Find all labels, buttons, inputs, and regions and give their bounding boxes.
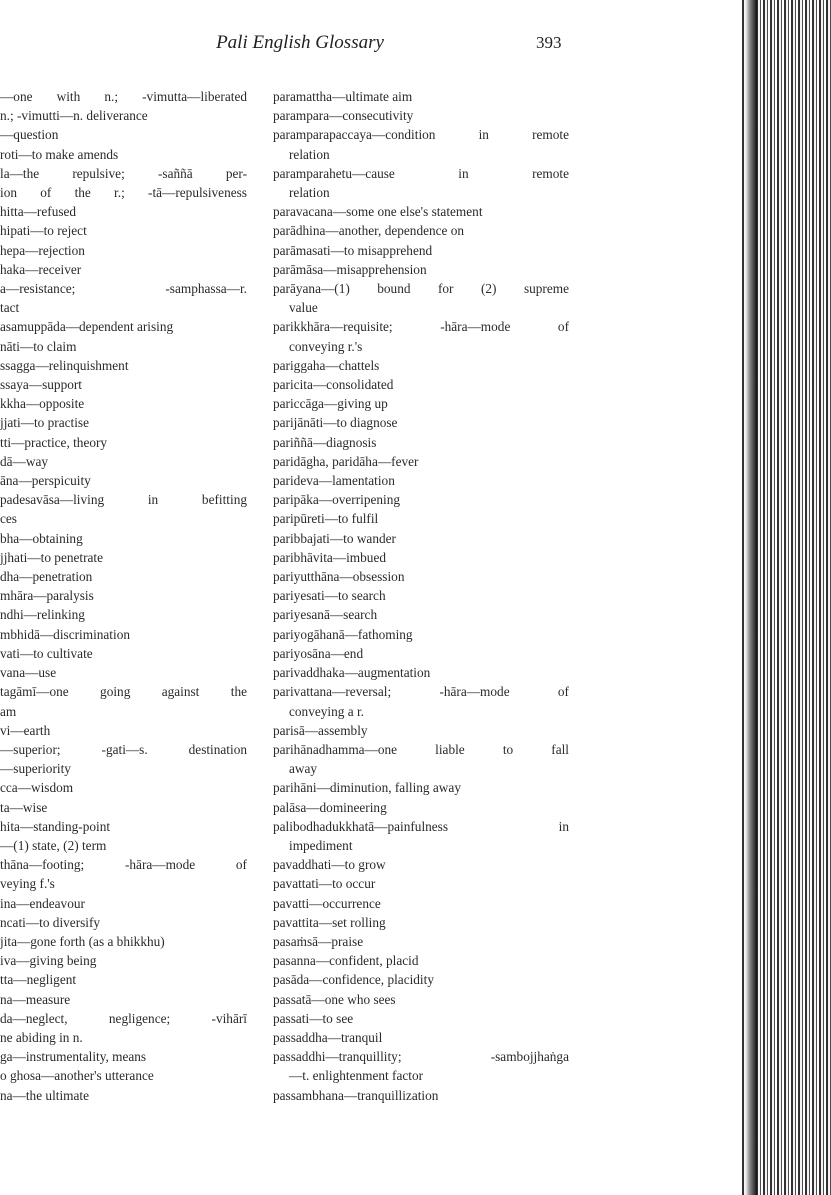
glossary-entry-left: thāna—footing; -hāra—mode of: [0, 857, 247, 873]
glossary-entry-left: iva—giving being: [0, 953, 97, 969]
glossary-entry-left: ga—instrumentality, means: [0, 1049, 147, 1065]
glossary-entry-left: vana—use: [0, 665, 57, 681]
glossary-entry-right: impediment: [289, 837, 353, 853]
running-header-title: Pali English Glossary: [216, 32, 384, 53]
glossary-entry-left: ion of the r.; -tā—repulsiveness: [0, 185, 247, 201]
glossary-entry-right: parihāni—diminution, falling away: [273, 780, 461, 796]
glossary-entry-left: tta—negligent: [0, 972, 77, 988]
glossary-entry-right: pavattati—to occur: [273, 876, 376, 892]
glossary-entry-left: na—measure: [0, 991, 71, 1007]
glossary-entry-left: ces: [0, 511, 17, 527]
glossary-entry-left: —one with n.; -vimutta—liberated: [0, 89, 247, 104]
glossary-entry-left: ne abiding in n.: [0, 1029, 83, 1045]
glossary-entry-left: vati—to cultivate: [0, 645, 93, 661]
glossary-entry-left: āna—perspicuity: [0, 473, 91, 489]
glossary-entry-right: pasāda—confidence, placidity: [273, 972, 434, 988]
glossary-entry-right: paramparapaccaya—condition in remote: [273, 127, 569, 143]
glossary-entry-left: jjati—to practise: [0, 415, 89, 431]
glossary-entry-right: conveying a r.: [289, 703, 364, 719]
glossary-entry-left: padesavāsa—living in befitting: [0, 492, 247, 508]
glossary-entry-left: —question: [0, 127, 59, 143]
glossary-entry-left: ina—endeavour: [0, 895, 85, 911]
glossary-entry-left: hepa—rejection: [0, 242, 85, 258]
glossary-entry-left: nāti—to claim: [0, 338, 77, 354]
glossary-entry-left: ndhi—relinking: [0, 607, 85, 623]
glossary-entry-right: palāsa—domineering: [273, 799, 387, 815]
glossary-entry-right: value: [289, 300, 318, 316]
glossary-entry-right: palibodhadukkhatā—painfulness in: [273, 818, 569, 834]
glossary-entry-right: passaddhi—tranquillity; -sambojjhaṅga: [273, 1049, 569, 1065]
glossary-entry-left: tagāmī—one going against the: [0, 684, 247, 700]
glossary-entry-right: pariggaha—chattels: [273, 357, 380, 373]
glossary-entry-right: parāyana—(1) bound for (2) supreme: [273, 281, 569, 297]
glossary-entry-left: la—the repulsive; -saññā per-: [0, 165, 247, 181]
glossary-entry-left: asamuppāda—dependent arising: [0, 319, 174, 335]
glossary-entry-right: parāmasati—to misapprehend: [273, 242, 433, 258]
glossary-entry-left: jjhati—to penetrate: [0, 549, 104, 565]
glossary-entry-left: ssaya—support: [0, 377, 82, 393]
glossary-entry-left: ta—wise: [0, 799, 48, 815]
glossary-entry-right: pariyutthāna—obsession: [273, 569, 405, 585]
glossary-entry-right: away: [289, 761, 318, 777]
glossary-entry-left: tti—practice, theory: [0, 434, 108, 450]
glossary-entry-right: parihānadhamma—one liable to fall: [273, 741, 569, 757]
glossary-entry-right: pariyesati—to search: [273, 588, 386, 604]
glossary-entry-left: n.; -vimutti—n. deliverance: [0, 108, 148, 124]
glossary-entry-right: parikkhāra—requisite; -hāra—mode of: [273, 319, 569, 335]
glossary-entry-left: haka—receiver: [0, 261, 82, 277]
glossary-entry-right: passaddha—tranquil: [273, 1029, 383, 1045]
glossary-entry-left: vi—earth: [0, 722, 51, 738]
glossary-entry-left: hitta—refused: [0, 204, 77, 220]
page-number: 393: [536, 33, 562, 52]
glossary-entry-right: pariccāga—giving up: [273, 396, 388, 412]
glossary-entry-right: paramparahetu—cause in remote: [273, 165, 569, 181]
glossary-entry-left: —(1) state, (2) term: [0, 837, 107, 853]
glossary-entry-right: parideva—lamentation: [273, 473, 395, 489]
glossary-entry-left: roti—to make amends: [0, 146, 119, 162]
glossary-entry-left: da—neglect, negligence; -vihārī: [0, 1010, 247, 1026]
glossary-entry-right: passati—to see: [273, 1010, 354, 1026]
glossary-entry-left: mbhidā—discrimination: [0, 626, 130, 642]
glossary-entry-left: —superior; -gati—s. destination: [0, 741, 247, 757]
book-gutter-shadow: [745, 0, 757, 1195]
glossary-entry-right: passatā—one who sees: [273, 991, 396, 1007]
glossary-entry-left: na—the ultimate: [0, 1087, 89, 1103]
glossary-entry-right: paravacana—some one else's statement: [273, 204, 483, 220]
glossary-entry-right: parivaddhaka—augmentation: [273, 665, 431, 681]
glossary-entry-right: pasanna—confident, placid: [273, 953, 419, 969]
glossary-entry-left: jita—gone forth (as a bhikkhu): [0, 933, 165, 949]
glossary-entry-right: relation: [289, 185, 330, 201]
glossary-entry-left: ssagga—relinquishment: [0, 357, 129, 373]
glossary-entry-left: dha—penetration: [0, 569, 93, 585]
glossary-entry-right: pasaṁsā—praise: [273, 933, 364, 949]
glossary-entry-left: mhāra—paralysis: [0, 588, 94, 604]
glossary-entry-right: pariyosāna—end: [273, 645, 364, 661]
glossary-entry-left: kkha—opposite: [0, 396, 85, 412]
glossary-entry-right: pavattita—set rolling: [273, 914, 386, 930]
glossary-entry-right: pariññā—diagnosis: [273, 434, 377, 450]
glossary-entry-left: ncati—to diversify: [0, 914, 101, 930]
glossary-entry-left: cca—wisdom: [0, 780, 74, 796]
glossary-entry-left: hita—standing-point: [0, 818, 111, 834]
glossary-entry-right: paridāgha, paridāha—fever: [273, 453, 419, 469]
glossary-entry-left: veying f.'s: [0, 876, 55, 892]
glossary-entry-right: paripāka—overripening: [273, 492, 401, 508]
glossary-entry-left: bha—obtaining: [0, 530, 83, 546]
glossary-entry-right: relation: [289, 146, 330, 162]
glossary-column-right: [273, 87, 569, 1105]
glossary-entry-left: tact: [0, 300, 20, 316]
glossary-entry-left: hipati—to reject: [0, 223, 87, 239]
glossary-entry-right: pariyogāhanā—fathoming: [273, 626, 413, 642]
glossary-entry-right: passambhana—tranquillization: [273, 1087, 439, 1103]
glossary-entry-right: parampara—consecutivity: [273, 108, 414, 124]
glossary-entry-left: am: [0, 703, 17, 719]
glossary-entry-right: parādhina—another, dependence on: [273, 223, 465, 239]
glossary-entry-right: parāmāsa—misapprehension: [273, 261, 427, 277]
glossary-entry-left: dā—way: [0, 453, 48, 469]
glossary-entry-right: —t. enlightenment factor: [289, 1068, 424, 1084]
glossary-entry-right: parivattana—reversal; -hāra—mode of: [273, 684, 569, 700]
glossary-entry-right: conveying r.'s: [289, 338, 363, 354]
glossary-entry-right: pariyesanā—search: [273, 607, 378, 623]
glossary-entry-right: paricita—consolidated: [273, 377, 394, 393]
glossary-entry-right: paribhāvita—imbued: [273, 549, 386, 565]
glossary-entry-right: pavatti—occurrence: [273, 895, 381, 911]
glossary-column-left: [0, 87, 247, 1105]
glossary-entry-left: o ghosa—another's utterance: [0, 1068, 154, 1084]
glossary-entry-right: paramattha—ultimate aim: [273, 89, 413, 104]
glossary-entry-right: paribbajati—to wander: [273, 530, 396, 546]
glossary-entry-left: a—resistance; -samphassa—r.: [0, 281, 247, 297]
glossary-entry-right: pavaddhati—to grow: [273, 857, 386, 873]
glossary-entry-left: —superiority: [0, 761, 71, 777]
glossary-entry-right: paripūreti—to fulfil: [273, 511, 379, 527]
glossary-entry-right: parijānāti—to diagnose: [273, 415, 398, 431]
glossary-entry-right: parisā—assembly: [273, 722, 368, 738]
